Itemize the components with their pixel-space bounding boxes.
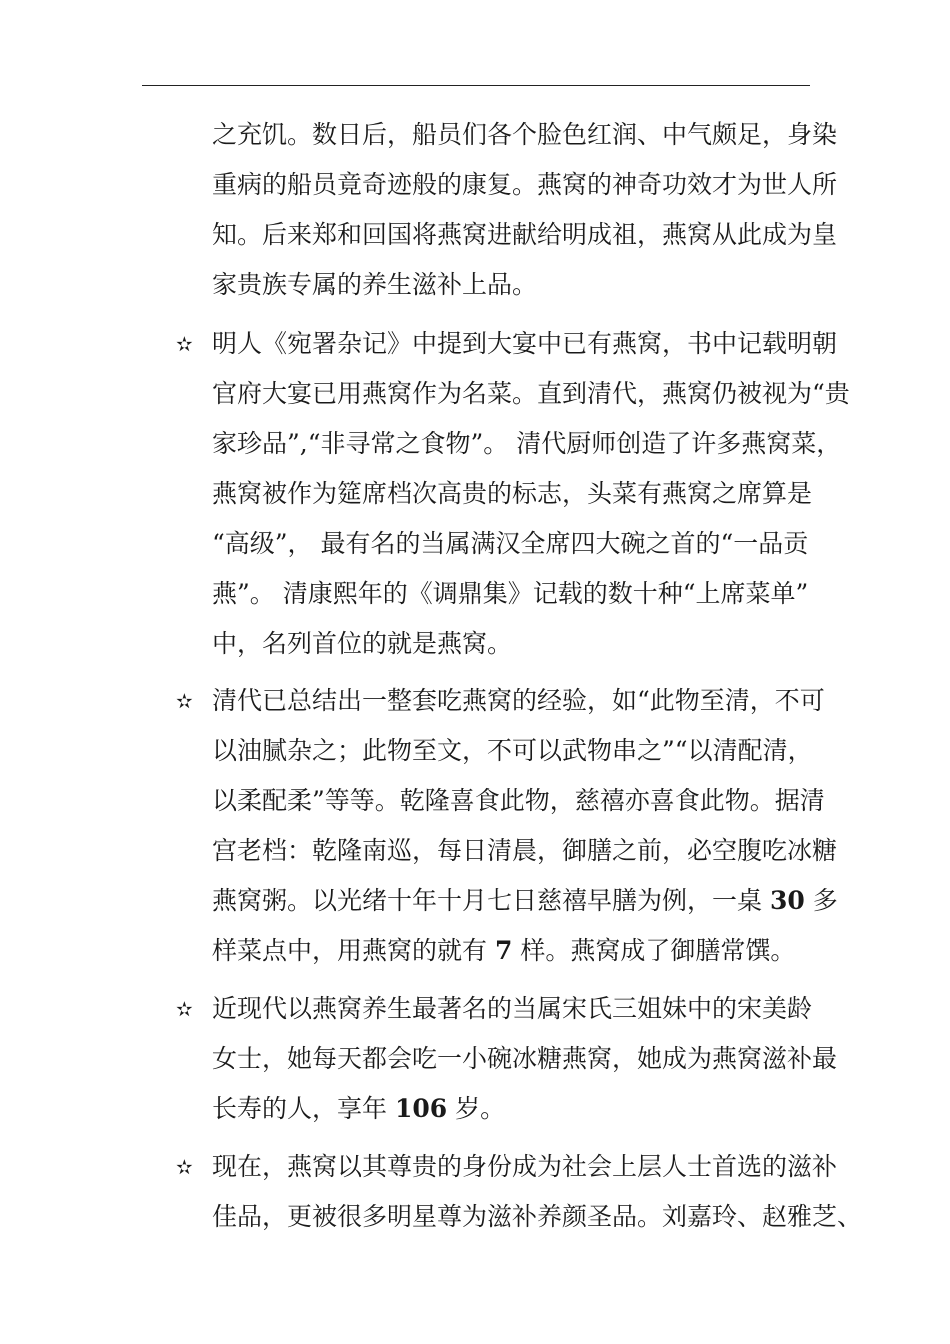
text-segment: 长寿的人，享年 — [212, 1094, 388, 1123]
text-line — [212, 1084, 830, 1134]
text-line: 近现代以燕窝养生最著名的当属宋氏三姐妹中的宋美龄 — [212, 994, 813, 1023]
text-line: 宫老档：乾隆南巡，每日清晨，御膳之前，必空腹吃冰糖 — [212, 836, 838, 865]
text-line: 清代已总结出一整套吃燕窝的经验，如“此物至清，不可 — [212, 686, 825, 715]
bulleted-paragraph — [176, 676, 838, 976]
text-line: “高级”， 最有名的当属满汉全席四大碗之首的“一品贡 — [212, 529, 809, 558]
text-line — [212, 926, 830, 976]
bulleted-paragraph — [176, 984, 838, 1134]
text-line: 官府大宴已用燕窝作为名菜。直到清代，燕窝仍被视为“贵 — [212, 379, 850, 408]
document-body — [176, 110, 863, 1250]
text-line: 燕”。 清康熙年的《调鼎集》记载的数十种“上席菜单” — [212, 579, 809, 608]
text-line: 中，名列首位的就是燕窝。 — [212, 629, 513, 658]
text-segment: 样菜点中，用燕窝的就有 — [212, 936, 488, 965]
bulleted-paragraph — [176, 319, 850, 669]
text-segment: 多 — [812, 886, 838, 915]
text-line: 明人《宛署杂记》中提到大宴中已有燕窝，书中记载明朝 — [212, 329, 838, 358]
text-segment: 岁。 — [455, 1094, 506, 1123]
text-line: 家贵族专属的养生滋补上品。 — [212, 270, 538, 299]
number-value: 106 — [394, 1094, 448, 1123]
text-segment: 燕窝粥。以光绪十年十月七日慈禧早膳为例，一桌 — [212, 886, 763, 915]
number-value: 7 — [494, 936, 513, 965]
text-line: 之充饥。数日后，船员们各个脸色红润、中气颇足，身染 — [212, 120, 838, 149]
text-line: 佳品，更被很多明星尊为滋补养颜圣品。刘嘉玲、赵雅芝、 — [212, 1202, 863, 1231]
text-line: 以柔配柔”等等。乾隆喜食此物，慈禧亦喜食此物。据清 — [212, 786, 825, 815]
text-line: 知。后来郑和回国将燕窝进献给明成祖，燕窝从此成为皇 — [212, 220, 838, 249]
star-bullet-icon: ✫ — [176, 997, 193, 1021]
star-bullet-icon: ✫ — [176, 689, 193, 713]
text-line: 重病的船员竟奇迹般的康复。燕窝的神奇功效才为世人所 — [212, 170, 838, 199]
header-rule — [142, 85, 810, 86]
text-line: 以油腻杂之；此物至文，不可以武物串之”“以清配清， — [212, 736, 813, 765]
number-value: 30 — [769, 886, 805, 915]
text-line: 燕窝被作为筵席档次高贵的标志，头菜有燕窝之席算是 — [212, 479, 813, 508]
paragraph — [176, 110, 838, 310]
star-bullet-icon: ✫ — [176, 332, 193, 356]
bulleted-paragraph — [176, 1142, 863, 1242]
text-line — [212, 876, 838, 926]
text-segment: 样。燕窝成了御膳常馔。 — [520, 936, 796, 965]
text-line: 现在，燕窝以其尊贵的身份成为社会上层人士首选的滋补 — [212, 1152, 838, 1181]
text-line: 女士，她每天都会吃一小碗冰糖燕窝，她成为燕窝滋补最 — [212, 1044, 838, 1073]
text-line: 家珍品”,“非寻常之食物”。 清代厨师创造了许多燕窝菜， — [212, 429, 842, 458]
star-bullet-icon: ✫ — [176, 1155, 193, 1179]
